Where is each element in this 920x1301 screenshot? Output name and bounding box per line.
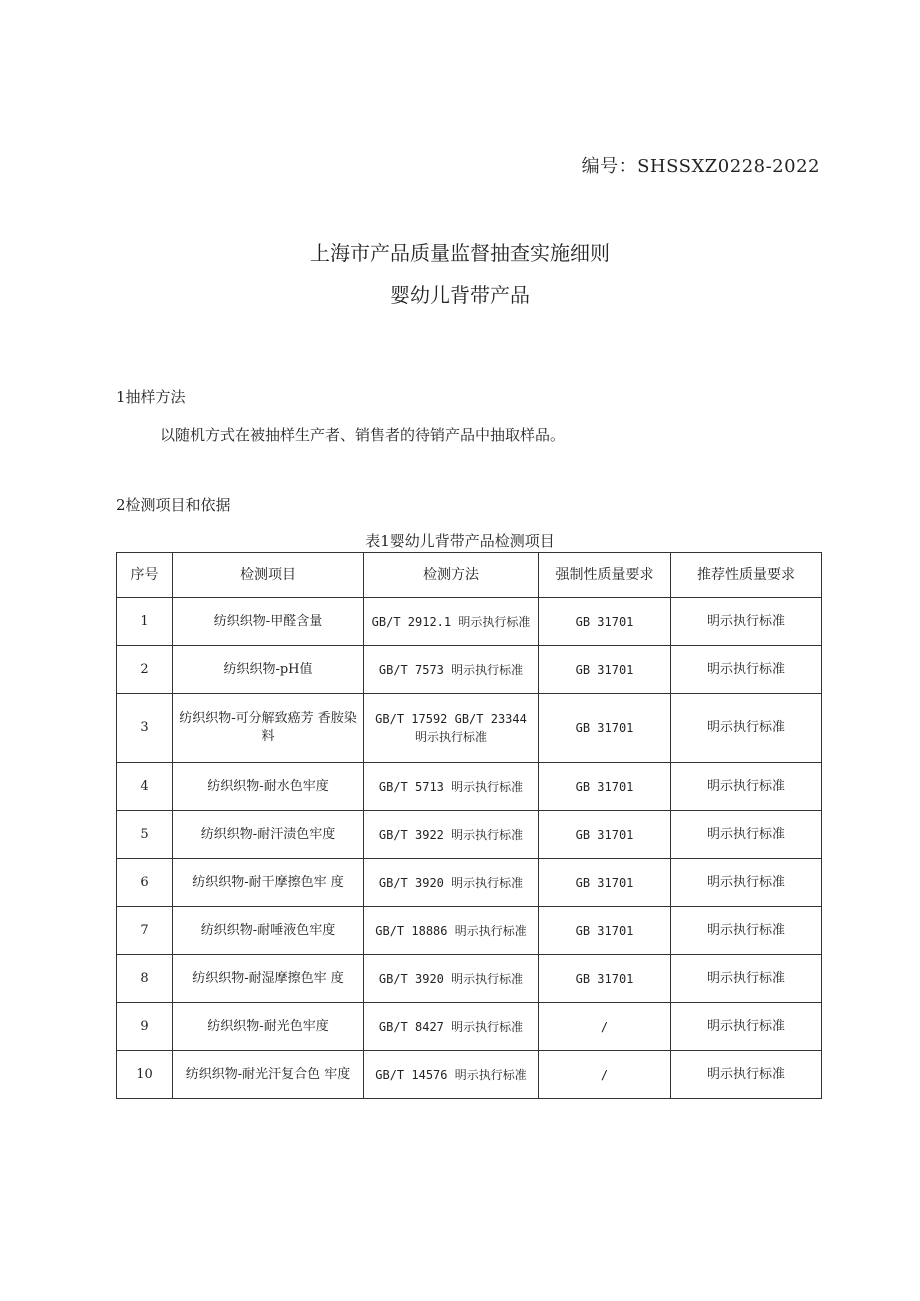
- cell-recommended: 明示执行标准: [671, 859, 822, 907]
- cell-method: GB/T 3920 明示执行标准: [364, 859, 539, 907]
- table-caption: 表1婴幼儿背带产品检测项目: [365, 532, 555, 550]
- cell-item: 纺织织物-耐湿摩擦色牢 度: [173, 955, 364, 1003]
- cell-item: 纺织织物-耐光色牢度: [173, 1003, 364, 1051]
- cell-mandatory: GB 31701: [539, 763, 671, 811]
- title-block: [0, 240, 920, 308]
- cell-mandatory: GB 31701: [539, 907, 671, 955]
- cell-method: GB/T 3920 明示执行标准: [364, 955, 539, 1003]
- table-row: [117, 646, 822, 694]
- cell-method: GB/T 8427 明示执行标准: [364, 1003, 539, 1051]
- cell-mandatory: GB 31701: [539, 811, 671, 859]
- table-row: [117, 955, 822, 1003]
- section-1-heading: 1抽样方法: [116, 388, 186, 406]
- cell-no: 6: [117, 859, 173, 907]
- table-row: [117, 763, 822, 811]
- header-mandatory: 强制性质量要求: [539, 553, 671, 598]
- cell-item: 纺织织物-耐水色牢度: [173, 763, 364, 811]
- cell-recommended: 明示执行标准: [671, 811, 822, 859]
- cell-item: 纺织织物-pH值: [173, 646, 364, 694]
- cell-item: 纺织织物-耐干摩擦色牢 度: [173, 859, 364, 907]
- cell-no: 3: [117, 694, 173, 763]
- header-item: 检测项目: [173, 553, 364, 598]
- table-header-row: [117, 553, 822, 598]
- cell-mandatory: /: [539, 1051, 671, 1099]
- cell-recommended: 明示执行标准: [671, 1051, 822, 1099]
- cell-recommended: 明示执行标准: [671, 763, 822, 811]
- section-1-body: 以随机方式在被抽样生产者、销售者的待销产品中抽取样品。: [160, 426, 566, 444]
- cell-no: 4: [117, 763, 173, 811]
- cell-method: GB/T 18886 明示执行标准: [364, 907, 539, 955]
- header-no: 序号: [117, 553, 173, 598]
- cell-recommended: 明示执行标准: [671, 1003, 822, 1051]
- table-row: [117, 1003, 822, 1051]
- cell-method: GB/T 3922 明示执行标准: [364, 811, 539, 859]
- table-row: [117, 811, 822, 859]
- cell-recommended: 明示执行标准: [671, 694, 822, 763]
- section-2-heading: 2检测项目和依据: [116, 496, 231, 514]
- cell-recommended: 明示执行标准: [671, 598, 822, 646]
- table-row: [117, 859, 822, 907]
- cell-no: 10: [117, 1051, 173, 1099]
- cell-method: GB/T 14576 明示执行标准: [364, 1051, 539, 1099]
- table-row: [117, 907, 822, 955]
- header-recommended: 推荐性质量要求: [671, 553, 822, 598]
- cell-item: 纺织织物-耐汗渍色牢度: [173, 811, 364, 859]
- cell-mandatory: GB 31701: [539, 955, 671, 1003]
- cell-method: GB/T 7573 明示执行标准: [364, 646, 539, 694]
- cell-item: 纺织织物-可分解致癌芳 香胺染料: [173, 694, 364, 763]
- page-subtitle: 婴幼儿背带产品: [390, 283, 530, 307]
- cell-recommended: 明示执行标准: [671, 955, 822, 1003]
- cell-method: GB/T 2912.1 明示执行标准: [364, 598, 539, 646]
- document-number: 编号：SHSSXZ0228-2022: [581, 156, 820, 177]
- cell-no: 7: [117, 907, 173, 955]
- cell-no: 8: [117, 955, 173, 1003]
- cell-recommended: 明示执行标准: [671, 907, 822, 955]
- cell-mandatory: GB 31701: [539, 598, 671, 646]
- table-row: [117, 1051, 822, 1099]
- cell-item: 纺织织物-耐光汗复合色 牢度: [173, 1051, 364, 1099]
- table-row: [117, 694, 822, 763]
- cell-mandatory: /: [539, 1003, 671, 1051]
- cell-mandatory: GB 31701: [539, 646, 671, 694]
- cell-no: 1: [117, 598, 173, 646]
- cell-method: GB/T 5713 明示执行标准: [364, 763, 539, 811]
- cell-method: GB/T 17592 GB/T 23344 明示执行标准: [364, 694, 539, 763]
- cell-no: 9: [117, 1003, 173, 1051]
- table-row: [117, 598, 822, 646]
- cell-item: 纺织织物-耐唾液色牢度: [173, 907, 364, 955]
- cell-recommended: 明示执行标准: [671, 646, 822, 694]
- header-method: 检测方法: [364, 553, 539, 598]
- cell-no: 2: [117, 646, 173, 694]
- page-title: 上海市产品质量监督抽查实施细则: [310, 241, 610, 265]
- cell-item: 纺织织物-甲醛含量: [173, 598, 364, 646]
- cell-mandatory: GB 31701: [539, 859, 671, 907]
- test-items-table: [116, 552, 822, 1099]
- cell-mandatory: GB 31701: [539, 694, 671, 763]
- cell-no: 5: [117, 811, 173, 859]
